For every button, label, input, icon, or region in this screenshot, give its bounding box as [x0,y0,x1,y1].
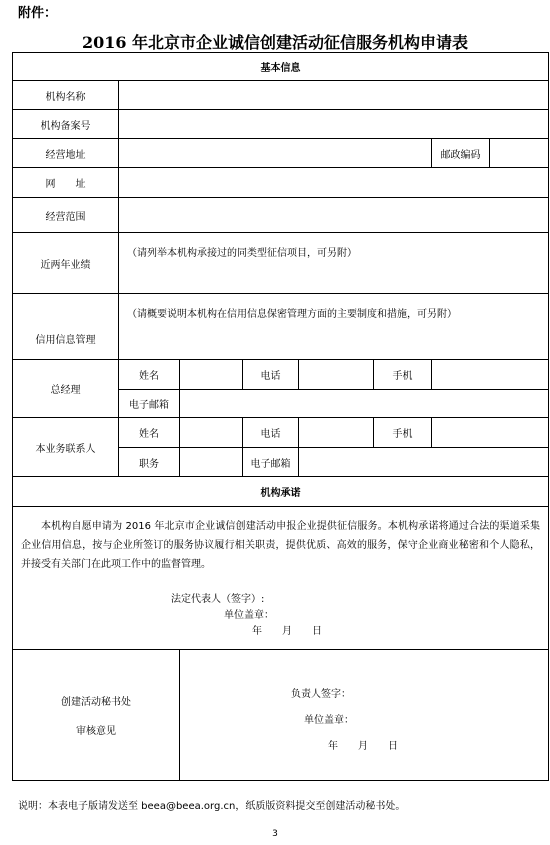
contact-label: 本业务联系人 [13,418,119,477]
commitment-header: 机构承诺 [13,477,549,507]
gm-mobile-field[interactable] [432,360,549,390]
website-label: 网 址 [13,168,119,198]
contact-mobile-label: 手机 [374,418,432,448]
review-seal-label: 单位盖章： [304,715,354,726]
org-name-field[interactable] [119,81,549,110]
address-label: 经营地址 [13,139,119,168]
document-title: 2016 年北京市企业诚信创建活动征信服务机构申请表 [81,33,469,52]
website-field[interactable] [119,168,549,198]
org-record-no-label: 机构备案号 [13,110,119,139]
commitment-section [13,507,549,650]
commitment-text: 本机构自愿申请为 2016 年北京市企业诚信创建活动申报企业提供征信服务。本机构承诺将通过合法的渠道采集企业信用信息，按与企业所签订的服务协议履行相关职责，提供优质、高效的服务，保守企业商业秘密和个人隐私，并接受有关部门在此项工作中的监督管理。 [21,521,540,570]
gm-label: 总经理 [13,360,119,418]
review-secretariat-label: 创建活动秘书处 [61,697,131,708]
review-opinion-label: 审核意见 [76,726,116,737]
legal-rep-signature-label: 法定代表人（签字）: [171,594,265,605]
contact-email-label: 电子邮箱 [243,448,299,477]
basic-info-header: 基本信息 [13,53,549,81]
contact-position-label: 职务 [119,448,180,477]
address-field[interactable] [119,139,432,168]
gm-email-label: 电子邮箱 [119,390,180,418]
postal-code-label: 邮政编码 [432,139,490,168]
gm-phone-label: 电话 [243,360,299,390]
commitment-signature-block [21,592,540,640]
contact-phone-label: 电话 [243,418,299,448]
contact-name-label: 姓名 [119,418,180,448]
credit-mgmt-hint: （请概要说明本机构在信用信息保密管理方面的主要制度和措施，可另附） [127,309,457,320]
org-name-label: 机构名称 [13,81,119,110]
footer-note: 说明：本表电子版请发送至 beea@beea.org.cn，纸质版资料提交至创建活动秘书处。 [18,801,406,812]
gm-name-label: 姓名 [119,360,180,390]
contact-name-field[interactable] [180,418,243,448]
org-record-no-field[interactable] [119,110,549,139]
postal-code-field[interactable] [490,139,549,168]
contact-email-field[interactable] [299,448,549,477]
contact-phone-field[interactable] [299,418,374,448]
credit-mgmt-field[interactable] [119,294,549,360]
gm-phone-field[interactable] [299,360,374,390]
business-scope-label: 经营范围 [13,198,119,233]
business-scope-field[interactable] [119,198,549,233]
performance-label: 近两年业绩 [13,233,119,294]
annex-label: 附件： [18,6,58,21]
commitment-seal-label: 单位盖章： [224,610,274,621]
gm-mobile-label: 手机 [374,360,432,390]
gm-email-field[interactable] [180,390,549,418]
page-number: 3 [272,829,278,839]
review-opinion-field[interactable] [180,650,549,781]
commitment-date: 年 月 日 [252,626,322,637]
credit-mgmt-label: 信用信息管理 [13,294,119,360]
gm-name-field[interactable] [180,360,243,390]
contact-position-field[interactable] [180,448,243,477]
performance-field[interactable] [119,233,549,294]
performance-hint: （请列举本机构承接过的同类型征信项目，可另附） [127,248,357,259]
review-signer-label: 负责人签字： [291,689,351,700]
application-form-table [12,52,549,781]
contact-mobile-field[interactable] [432,418,549,448]
review-date: 年 月 日 [328,741,398,752]
review-label-cell [13,650,180,781]
